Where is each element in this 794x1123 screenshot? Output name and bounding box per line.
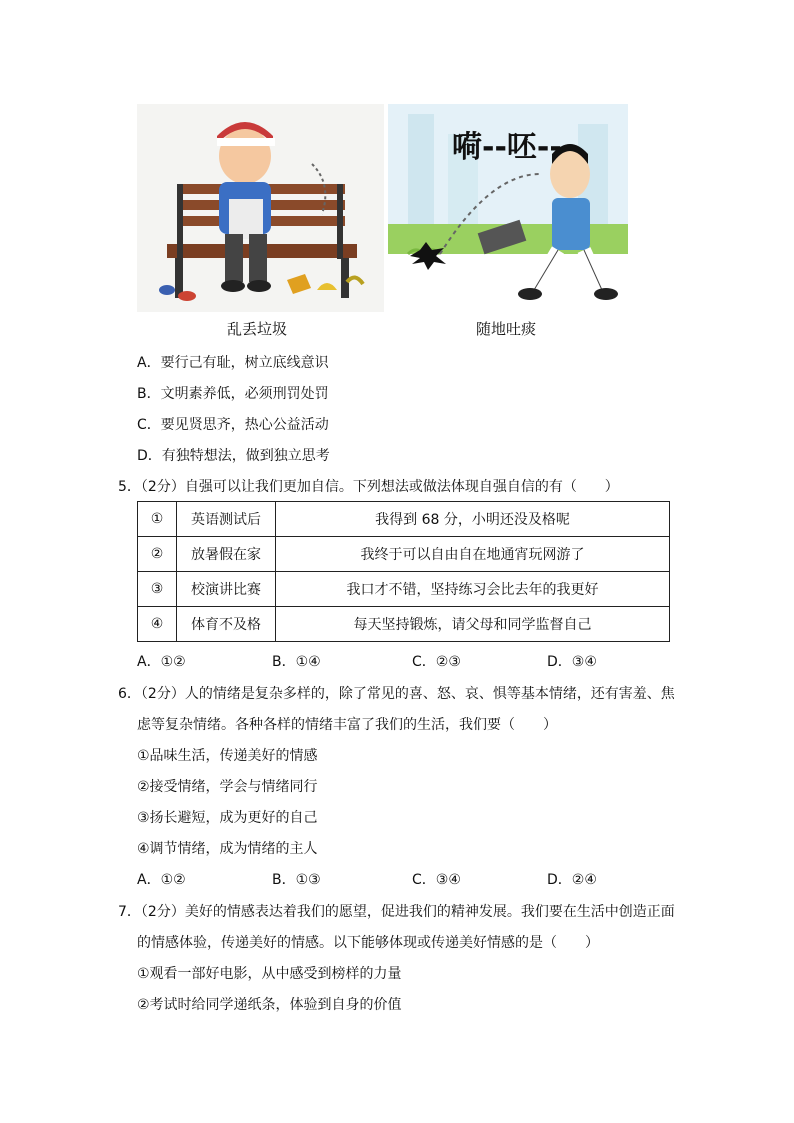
q4-option-d: D．有独特想法，做到独立思考 — [137, 448, 330, 464]
table-row — [138, 537, 670, 572]
row-situation: 校演讲比赛 — [177, 572, 276, 607]
q7-stem-line2: 的情感体验，传递美好的情感。以下能够体现或传递美好情感的是（ ） — [137, 935, 599, 951]
row-action: 每天坚持锻炼，请父母和同学监督自己 — [276, 607, 670, 642]
q5-answer-b: B．①④ — [272, 654, 321, 670]
littering-cartoon-icon — [137, 104, 384, 312]
row-situation: 体育不及格 — [177, 607, 276, 642]
table-row — [138, 572, 670, 607]
q4-option-a: A．要行己有耻，树立底线意识 — [137, 355, 329, 371]
q6-item-4: ④调节情绪，成为情绪的主人 — [137, 841, 318, 857]
q5-answer-c: C．②③ — [412, 654, 461, 670]
q4-option-b: B．文明素养低，必须刑罚处罚 — [137, 386, 329, 402]
q7-item-2: ②考试时给同学递纸条，体验到自身的价值 — [137, 997, 402, 1013]
left-image-caption: 乱丢垃圾 — [227, 320, 288, 338]
q6-answer-b: B．①③ — [272, 872, 321, 888]
q5-answer-d: D．③④ — [547, 654, 597, 670]
q6-item-3: ③扬长避短，成为更好的自己 — [137, 810, 318, 826]
q6-answer-a: A．①② — [137, 872, 186, 888]
spitting-illustration — [388, 104, 628, 310]
q5-stem: 5．（2分）自强可以让我们更加自信。下列想法或做法体现自强自信的有（ ） — [118, 479, 619, 495]
right-image-caption: 随地吐痰 — [476, 320, 537, 338]
row-action: 我口才不错，坚持练习会比去年的我更好 — [276, 572, 670, 607]
littering-illustration — [137, 104, 384, 312]
row-situation: 英语测试后 — [177, 502, 276, 537]
row-situation: 放暑假在家 — [177, 537, 276, 572]
q5-table — [137, 501, 670, 642]
row-number: ③ — [138, 572, 177, 607]
q6-item-2: ②接受情绪，学会与情绪同行 — [137, 779, 318, 795]
row-number: ④ — [138, 607, 177, 642]
q6-stem-line1: 6．（2分）人的情绪是复杂多样的，除了常见的喜、怒、哀、惧等基本情绪，还有害羞、焦 — [118, 686, 675, 702]
q6-stem-line2: 虑等复杂情绪。各种各样的情绪丰富了我们的生活，我们要（ ） — [137, 717, 557, 733]
table-row — [138, 607, 670, 642]
q7-item-1: ①观看一部好电影，从中感受到榜样的力量 — [137, 966, 402, 982]
spitting-sound-text: 嗬--呸-- — [452, 130, 562, 165]
row-action: 我得到 68 分，小明还没及格呢 — [276, 502, 670, 537]
q4-option-c: C．要见贤思齐，热心公益活动 — [137, 417, 329, 433]
row-action: 我终于可以自由自在地通宵玩网游了 — [276, 537, 670, 572]
q6-answer-c: C．③④ — [412, 872, 461, 888]
row-number: ② — [138, 537, 177, 572]
q6-item-1: ①品味生活，传递美好的情感 — [137, 748, 318, 764]
q6-answer-d: D．②④ — [547, 872, 597, 888]
table-row — [138, 502, 670, 537]
q7-stem-line1: 7．（2分）美好的情感表达着我们的愿望，促进我们的精神发展。我们要在生活中创造正面 — [118, 904, 675, 920]
q5-answer-a: A．①② — [137, 654, 186, 670]
row-number: ① — [138, 502, 177, 537]
